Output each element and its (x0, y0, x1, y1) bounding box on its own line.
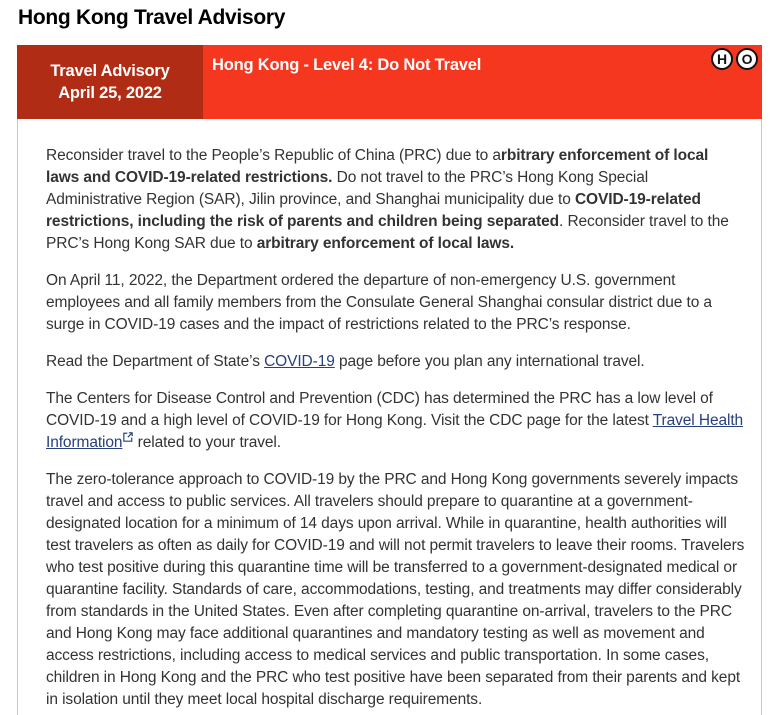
text-run: page before you plan any international travel. (334, 353, 645, 370)
inline-link[interactable]: Travel Health Information (46, 412, 743, 451)
covid-page-paragraph (46, 351, 745, 373)
text-run: On April 11, 2022, the Department ordered the departure of non-emergency U.S. government employees and all family members from the Consulate General Shanghai consular district due to a surge in COVID-19 cases and the impact of restrictions related to the PRC’s response. (46, 272, 712, 333)
zero-tolerance-paragraph (46, 469, 745, 711)
advisory-content (17, 119, 762, 715)
text-run: . Reconsider travel to the PRC’s Hong Kong SAR due to (46, 213, 729, 252)
cdc-paragraph (46, 388, 745, 454)
advisory-banner (17, 45, 762, 119)
departure-order-paragraph (46, 270, 745, 336)
text-run: Reconsider travel to the People’s Republic of China (PRC) due to a (46, 147, 501, 164)
advisory-level-headline: Hong Kong - Level 4: Do Not Travel (212, 56, 482, 74)
advisory-date: April 25, 2022 (58, 84, 162, 102)
text-run: Do not travel to the PRC’s Hong Kong Special Administrative Region (SAR), Jilin province, and Shanghai municipality due to (46, 169, 649, 208)
o-circle-icon[interactable]: O (736, 48, 758, 70)
advisory-summary-paragraph (46, 145, 745, 255)
advisory-date-box (17, 45, 203, 119)
text-run: The Centers for Disease Control and Prevention (CDC) has determined the PRC has a low level of COVID-19 and a high level of COVID-19 for Hong Kong. Visit the CDC page for the latest (46, 390, 713, 429)
bold-text-run: rbitrary enforcement of local laws and COVID-19-related restrictions. (46, 147, 709, 186)
banner-badges (711, 48, 758, 70)
advisory-headline-area (203, 45, 762, 119)
text-run: The zero-tolerance approach to COVID-19 by the PRC and Hong Kong governments severely impacts travel and access to public services. All travelers should prepare to quarantine at a government-designated location for a minimum of 14 days upon arrival. While in quarantine, health authorities will test travelers as often as daily for COVID-19 and will not permit travelers to leave their rooms. Travelers who test positive during this quarantine time will be transferred to a government-designated medical or quarantine facility. Standards of care, accommodations, testing, and treatments may differ considerably from standards in the United States. Even after completing quarantine on-arrival, travelers to the PRC and Hong Kong may face additional quarantines and mandatory testing as well as movement and access restrictions, including access to medical services and public transportation. In some cases, children in Hong Kong and the PRC who test positive have been separated from their parents and kept in isolation until they meet local hospital discharge requirements. (46, 471, 745, 708)
advisory-label: Travel Advisory (50, 62, 170, 80)
external-link-icon (123, 432, 133, 454)
bold-text-run: arbitrary enforcement of local laws. (256, 235, 515, 252)
text-run: Read the Department of State’s (46, 353, 265, 370)
inline-link[interactable]: COVID-19 (264, 353, 335, 370)
page-title: Hong Kong Travel Advisory (18, 6, 286, 29)
h-circle-icon[interactable]: H (711, 48, 733, 70)
text-run: related to your travel. (133, 434, 281, 451)
bold-text-run: COVID-19-related restrictions, including the risk of parents and children being separated (46, 191, 701, 230)
